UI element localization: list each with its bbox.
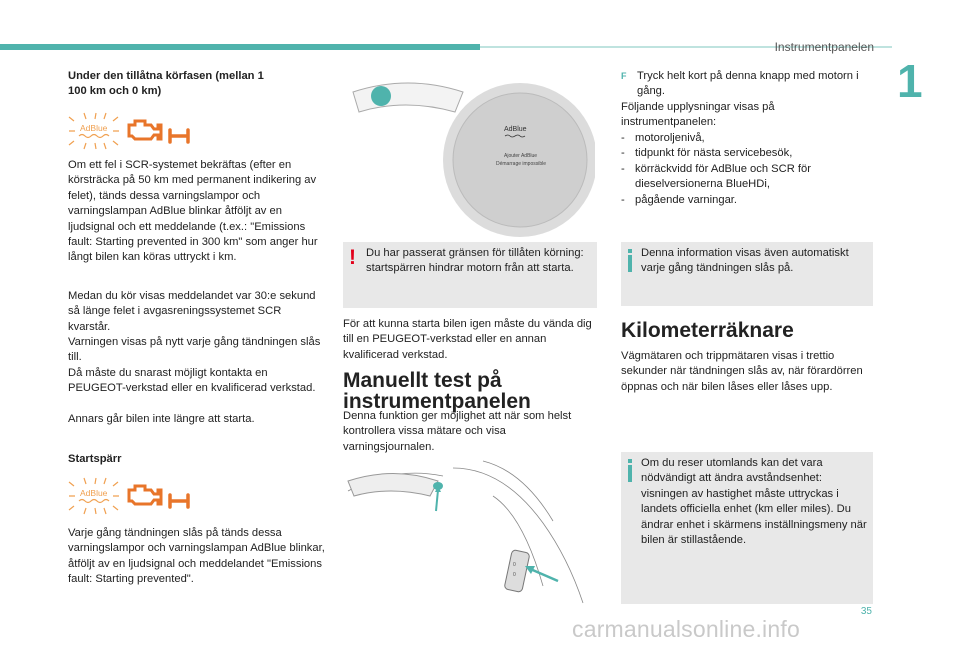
col3-following: Följande upplysningar visas på instrumentpanelen:	[621, 101, 775, 129]
manual-test-heading: Manuellt test på instrumentpanelen	[343, 369, 531, 413]
svg-text:0: 0	[513, 572, 516, 578]
wrench-icon	[170, 130, 188, 142]
col1-heading2: Startspärr	[68, 453, 122, 465]
info-box-1	[621, 242, 873, 306]
page-number: 35	[860, 606, 872, 617]
info-box-1-text: Denna information visas även automatiskt varje gång tändningen slås på.	[641, 247, 849, 275]
svg-text:AdBlue: AdBlue	[80, 488, 108, 498]
dashboard-button-illustration	[343, 456, 593, 606]
info-list	[621, 131, 841, 208]
warning-lamps-row-2	[66, 476, 196, 516]
engine-icon	[129, 121, 161, 139]
info-icon	[628, 459, 632, 463]
odometer-heading: Kilometerräknare	[621, 319, 794, 342]
info-box-2	[621, 452, 873, 604]
engine-icon	[129, 486, 161, 504]
col1-para1: Om ett fel i SCR-systemet bekräftas (efter en körsträcka på 50 km med permanent indikering av felet), tänds dessa varningslampor och varningslampan AdBlue blinkar åtföljt av en ljudsignal och ett meddelande (t.ex.: "Emissions fault: Starting prevented in 300 km" som anger hur långt bilen kan köras uttryckt i km.	[68, 159, 318, 264]
header-accent-bar	[0, 44, 480, 50]
adblue-icon	[66, 476, 196, 516]
info-icon	[628, 249, 632, 253]
wrench-icon	[170, 495, 188, 507]
col1-para5: Annars går bilen inte längre att starta.	[68, 413, 255, 425]
col1-para3: Varningen visas på nytt varje gång tändningen slås till.	[68, 336, 321, 364]
svg-text:Ajouter AdBlue: Ajouter AdBlue	[504, 153, 538, 159]
list-item: - motoroljenivå,	[621, 131, 841, 146]
col3-para: Vägmätaren och trippmätaren visas i trettio sekunder när tändningen slås av, när förardörren öppnas och när bilen låses eller låses upp.	[621, 350, 863, 393]
col2-para1: För att kunna starta bilen igen måste du vända dig till en PEUGEOT-verkstad eller en annan kvalificerad verkstad.	[343, 318, 592, 361]
warning-box	[343, 242, 597, 308]
col1-para2: Medan du kör visas meddelandet var 30:e sekund så länge felet i avgasreningssystemet SCR kvarstår.	[68, 290, 316, 333]
col1-para4: Då måste du snarast möjligt kontakta en PEUGEOT-verkstad eller en kvalificerad verkstad.	[68, 367, 316, 395]
col3-intro: Tryck helt kort på denna knapp med motorn i gång.	[637, 70, 859, 98]
watermark: carmanualsonline.info	[572, 616, 800, 642]
svg-text:AdBlue: AdBlue	[504, 126, 527, 133]
warning-box-text: Du har passerat gränsen för tillåten körning: startspärren hindrar motorn från att starta.	[366, 247, 584, 275]
chapter-number: 1	[897, 55, 923, 107]
info-box-2-text: Om du reser utomlands kan det vara nödvändigt att ändra avståndsenhet: visningen av hastighet måste uttryckas i landets officiella enhet (km eller miles). Du ändrar enhet i skärmens inställningsmeny när bilen är stillastående.	[641, 457, 867, 547]
arrow-bullet-icon: F	[621, 71, 627, 81]
col1-heading1: Under den tillåtna körfasen (mellan 1 100 km och 0 km)	[68, 70, 264, 98]
svg-text:AdBlue: AdBlue	[80, 123, 108, 133]
section-title: Instrumentpanelen	[774, 40, 874, 54]
adblue-icon	[66, 111, 196, 151]
instrument-dial-illustration	[345, 72, 595, 237]
col1-para6: Varje gång tändningen slås på tänds dessa varningslampor och varningslampan AdBlue blinkar, åtföljt av en ljudsignal och meddelandet "Emissions fault: Starting prevented".	[68, 527, 325, 586]
list-item: - pågående varningar.	[621, 193, 841, 208]
svg-text:Démarrage impossible: Démarrage impossible	[496, 161, 547, 167]
warning-lamps-row-1	[66, 111, 196, 151]
list-item: - tidpunkt för nästa servicebesök,	[621, 146, 841, 161]
col2-para2: Denna funktion ger möjlighet att när som helst kontrollera vissa mätare och visa varningsjournalen.	[343, 410, 572, 453]
svg-text:0: 0	[513, 562, 516, 568]
list-item: - körräckvidd för AdBlue och SCR för dieselversionerna BlueHDi,	[621, 162, 841, 193]
warning-icon: !	[349, 246, 356, 269]
